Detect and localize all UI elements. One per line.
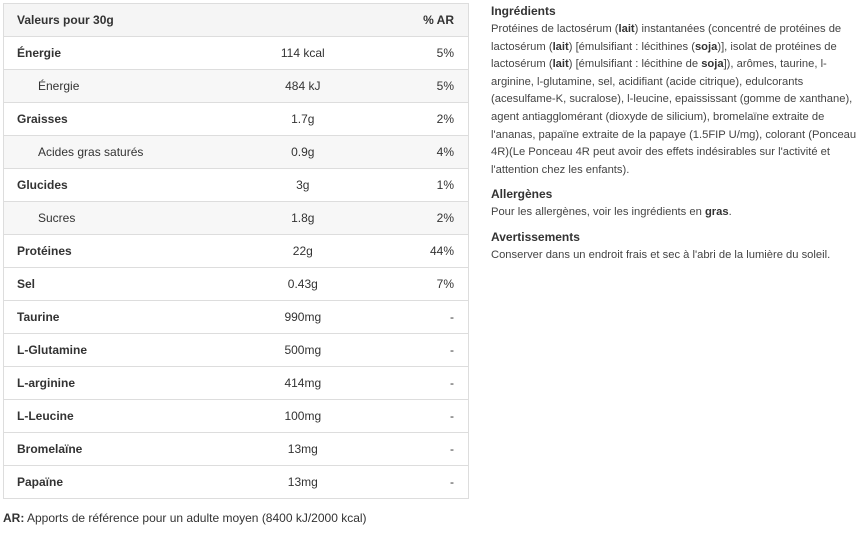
table-row: [4, 268, 469, 301]
warnings-text: Conserver dans un endroit frais et sec à l'abri de la lumière du soleil.: [491, 248, 831, 261]
nutrient-ar: -: [383, 466, 469, 499]
nutrient-ar: -: [383, 334, 469, 367]
ingredient-text: Protéines de lactosérum (: [491, 23, 619, 35]
allergens-title: Allergènes: [491, 187, 553, 202]
nutrient-ar: 4%: [383, 136, 469, 169]
nutrient-value: 484 kJ: [243, 70, 383, 103]
nutrient-name: Acides gras saturés: [4, 136, 243, 169]
ingredient-text: ]), arômes, taurine, l-arginine, l-glutamine, sel, acidifiant (acide citrique), edulcorants (acesulfame-K, sucralose), l-leucine, epaississant (gomme de xanthane), agent antiagglomérant (dioxyde de silicium), bromelaïne extraite de l'ananas, papaïne extraite de la papaye (1.5FIP U/mg), colorant (Ponceau 4R)(Le Ponceau 4R peut avoir des effets indésirables sur l'activité et l'attention chez les enfants).: [491, 58, 857, 176]
nutrient-value: 3g: [243, 169, 383, 202]
warnings-title: Avertissements: [491, 229, 580, 244]
nutrient-value: 990mg: [243, 301, 383, 334]
nutrient-value: 0.43g: [243, 268, 383, 301]
ingredient-text: ) instantanées (concentré de protéines de lactosérum (: [491, 23, 842, 53]
header-ar: % AR: [383, 4, 469, 37]
nutrient-ar: 5%: [383, 70, 469, 103]
nutrient-name: Sel: [4, 268, 243, 301]
nutrient-value: 114 kcal: [243, 37, 383, 70]
allergens-section: [491, 186, 861, 222]
header-value: [243, 4, 383, 37]
nutrient-name: Énergie: [4, 37, 243, 70]
nutrient-ar: 5%: [383, 37, 469, 70]
table-row: [4, 103, 469, 136]
allergens-bold: gras: [704, 206, 729, 219]
allergens-text: [491, 204, 861, 222]
ingredients-title: Ingrédients: [491, 4, 556, 18]
nutrient-value: 500mg: [243, 334, 383, 367]
nutrition-body: [4, 37, 469, 499]
nutrient-name: Bromelaïne: [4, 433, 243, 466]
ingredient-allergen: soja: [701, 58, 724, 71]
ingredient-allergen: lait: [552, 58, 569, 71]
footnote-text: Apports de référence pour un adulte moyen (8400 kJ/2000 kcal): [24, 511, 367, 525]
ingredients-text: [491, 21, 861, 179]
nutrition-table: [3, 3, 469, 499]
nutrient-name: Graisses: [4, 103, 243, 136]
nutrient-name: Taurine: [4, 301, 243, 334]
table-row: [4, 400, 469, 433]
table-row: [4, 169, 469, 202]
header-nutrient: Valeurs pour 30g: [4, 4, 243, 37]
nutrient-value: 1.7g: [243, 103, 383, 136]
nutrient-ar: -: [383, 367, 469, 400]
nutrient-value: 414mg: [243, 367, 383, 400]
nutrient-name: L-Glutamine: [4, 334, 243, 367]
nutrient-name: Glucides: [4, 169, 243, 202]
ar-footnote: [3, 511, 367, 525]
nutrient-ar: -: [383, 433, 469, 466]
table-row: [4, 70, 469, 103]
nutrient-value: 0.9g: [243, 136, 383, 169]
nutrient-name: L-Leucine: [4, 400, 243, 433]
nutrient-value: 22g: [243, 235, 383, 268]
ingredient-text: )], isolat de protéines de lactosérum (: [491, 40, 837, 71]
nutrient-ar: -: [383, 400, 469, 433]
nutrient-name: L-arginine: [4, 367, 243, 400]
table-header-row: [4, 4, 469, 37]
nutrient-value: 1.8g: [243, 202, 383, 235]
footnote-label: AR:: [3, 511, 25, 525]
table-row: [4, 466, 469, 499]
ingredient-text: ) [émulsifiant : lécithine de: [568, 58, 702, 71]
ingredient-text: ) [émulsifiant : lécithines (: [568, 40, 695, 53]
nutrient-value: 100mg: [243, 400, 383, 433]
table-row: [4, 235, 469, 268]
table-row: [4, 433, 469, 466]
nutrient-name: Sucres: [4, 202, 243, 235]
warnings-section: [491, 229, 861, 265]
table-row: [4, 367, 469, 400]
table-row: [4, 301, 469, 334]
nutrient-value: 13mg: [243, 433, 383, 466]
product-info: [491, 3, 861, 272]
nutrient-ar: 1%: [383, 169, 469, 202]
nutrient-ar: 2%: [383, 202, 469, 235]
nutrient-ar: -: [383, 301, 469, 334]
nutrient-ar: 44%: [383, 235, 469, 268]
ingredient-allergen: lait: [552, 40, 569, 53]
allergens-text-before: Pour les allergènes, voir les ingrédients en: [491, 206, 705, 219]
allergens-text-after: .: [728, 206, 732, 219]
nutrient-value: 13mg: [243, 466, 383, 499]
nutrient-name: Énergie: [4, 70, 243, 103]
ingredient-allergen: soja: [694, 40, 718, 53]
nutrient-name: Protéines: [4, 235, 243, 268]
nutrient-name: Papaïne: [4, 466, 243, 499]
table-row: [4, 136, 469, 169]
table-row: [4, 334, 469, 367]
nutrient-ar: 7%: [383, 268, 469, 301]
nutrient-ar: 2%: [383, 103, 469, 136]
ingredient-allergen: lait: [618, 23, 635, 35]
table-row: [4, 202, 469, 235]
table-row: [4, 37, 469, 70]
ingredients-section: [491, 3, 861, 179]
